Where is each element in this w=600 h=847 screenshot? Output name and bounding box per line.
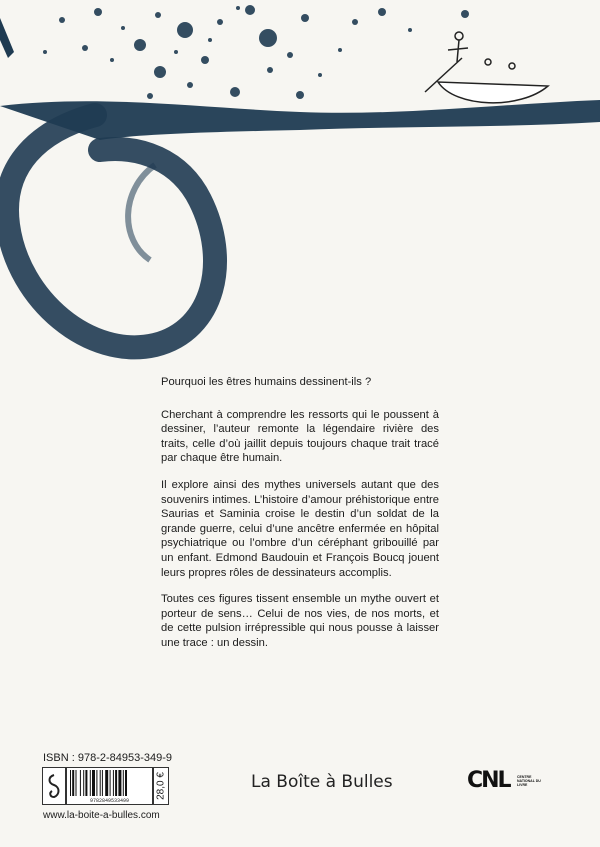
barcode-bar xyxy=(72,770,74,796)
cnl-subtitle: CENTRE NATIONAL DU LIVRE xyxy=(517,774,541,787)
barcode-bar xyxy=(96,770,97,796)
barcode-number: 9782849533499 xyxy=(67,798,152,804)
ink-river-illustration xyxy=(0,0,600,380)
barcode-bar xyxy=(85,770,87,796)
blurb-question: Pourquoi les êtres humains dessinent-ils ? xyxy=(161,376,372,388)
barcode-bar xyxy=(76,770,77,796)
barcode-bar xyxy=(83,770,84,796)
barcode-bar xyxy=(110,770,111,796)
blurb-paragraph: Il explore ainsi des mythes universels autant que des souvenirs intimes. L’histoire d’amour préhistorique entre Saurias et Saminia croise le destin d’un soldat de la grande guerre, celui d’une ancêtre enfermée en hôpital psychiatrique ou l’ombre d’un céréphant gribouillé par un enfant. Edmond Baudouin et François Boucq jouent leurs propres rôles de dessinateurs accomplis. xyxy=(161,478,439,579)
barcode-bar xyxy=(113,770,114,796)
publisher-website: www.la-boite-a-bulles.com xyxy=(43,810,160,821)
back-cover-blurb xyxy=(161,375,439,663)
cnl-mark: CNL xyxy=(467,768,510,793)
isbn-text: ISBN : 978-2-84953-349-9 xyxy=(43,752,173,764)
barcode-bar xyxy=(118,770,121,796)
price-tag xyxy=(153,767,169,805)
publisher-logo-icon xyxy=(42,767,66,805)
barcode-bar xyxy=(115,770,117,796)
barcode-bar xyxy=(100,770,101,796)
barcode-bar xyxy=(125,770,127,796)
cnl-logo xyxy=(467,768,543,793)
barcode-bar xyxy=(102,770,103,796)
barcode-bar xyxy=(70,770,71,796)
barcode-bar xyxy=(123,770,124,796)
boat-drawing xyxy=(425,32,548,103)
publisher-name: La Boîte à Bulles xyxy=(251,772,393,792)
barcode-bar xyxy=(92,770,95,796)
barcode-bar xyxy=(90,770,91,796)
barcode-bar xyxy=(80,770,81,796)
barcode xyxy=(66,767,153,805)
price-label: 28,0 € xyxy=(155,772,167,800)
blurb-paragraph: Toutes ces figures tissent ensemble un mythe ouvert et porteur de sens… Celui de nos vies, de nos morts, et de cette pulsion irrépressible qui nous pousse à laisser une trace : un dessin. xyxy=(161,593,439,649)
blurb-paragraph: Cherchant à comprendre les ressorts qui le poussent à dessiner, l’auteur remonte la légendaire rivière des traits, celle d’où jaillit depuis toujours chaque trait tracé par chaque être humain. xyxy=(161,408,439,465)
barcode-bar xyxy=(105,770,108,796)
